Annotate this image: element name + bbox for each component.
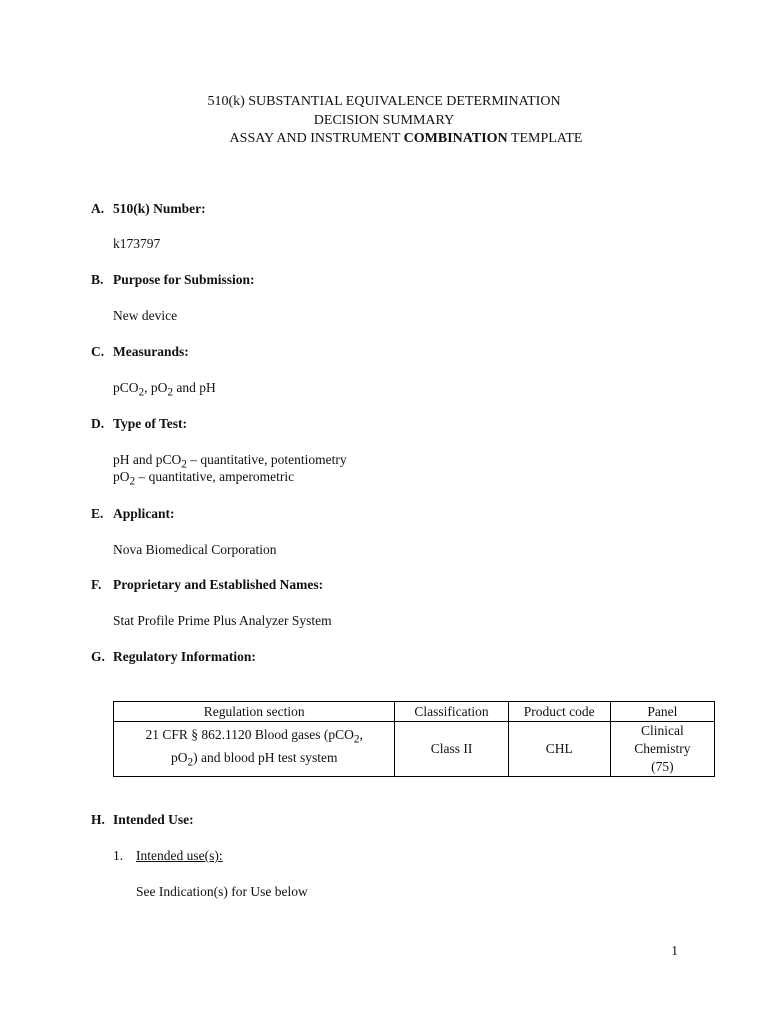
type-part: – quantitative, amperometric: [135, 469, 295, 484]
type-part: pH and pCO: [113, 452, 182, 467]
measurands-text: [113, 380, 216, 399]
title-line-3-pre: ASSAY AND INSTRUMENT: [229, 131, 404, 146]
section-f-heading: [91, 577, 323, 593]
type-part: – quantitative, potentiometry: [186, 452, 347, 467]
cell-text: 21 CFR § 862.1120 Blood gases (pCO: [145, 727, 354, 743]
table-header-cell: Regulation section: [114, 702, 395, 722]
panel-cell: [610, 722, 714, 777]
section-e-heading: [91, 506, 175, 522]
intended-use-text: See Indication(s) for Use below: [136, 884, 308, 899]
subscript: 2: [187, 756, 194, 769]
measurands-part: and pH: [173, 380, 216, 395]
type-of-test-line-1: [113, 452, 347, 471]
intended-use-number: 1.: [113, 848, 124, 863]
section-d-title: Type of Test:: [113, 416, 188, 431]
title-line-2: DECISION SUMMARY: [313, 112, 455, 128]
table-header-row: [114, 702, 715, 722]
section-c-heading: [91, 344, 189, 360]
title-line-1: 510(k) SUBSTANTIAL EQUIVALENCE DETERMINATION: [207, 94, 561, 109]
section-b-text: New device: [113, 308, 178, 323]
section-a-text: k173797: [113, 236, 161, 251]
table-row: [114, 722, 715, 777]
section-b-heading: [91, 272, 255, 288]
section-f-letter: F.: [91, 577, 102, 592]
subscript: 2: [167, 386, 174, 399]
cell-text: ) and blood pH test system: [193, 750, 338, 765]
table-header-cell: Product code: [508, 702, 610, 722]
subscript: 2: [138, 386, 145, 399]
cell-text: (75): [651, 759, 674, 774]
cell-text: Clinical: [641, 723, 684, 738]
cell-text: ,: [359, 727, 363, 743]
title-line-3: [0, 130, 768, 149]
section-d-letter: D.: [91, 416, 105, 431]
section-h-letter: H.: [91, 812, 105, 827]
section-b-title: Purpose for Submission:: [113, 272, 255, 287]
subscript: 2: [129, 475, 136, 488]
cell-text: pO: [170, 750, 188, 765]
section-g-letter: G.: [91, 649, 105, 664]
page-number: 1: [671, 943, 678, 958]
section-a-letter: A.: [91, 201, 105, 216]
section-c-letter: C.: [91, 344, 105, 359]
table-header-cell: Classification: [395, 702, 508, 722]
section-e-text: Nova Biomedical Corporation: [113, 542, 277, 557]
measurands-part: pCO: [113, 380, 139, 395]
section-e-letter: E.: [91, 506, 104, 521]
section-f-text: Stat Profile Prime Plus Analyzer System: [113, 613, 332, 628]
section-g-heading: [91, 649, 256, 665]
section-h-title: Intended Use:: [113, 812, 194, 827]
section-h-heading: [91, 812, 194, 828]
section-d-heading: [91, 416, 187, 432]
regulation-section-cell: [114, 722, 395, 777]
document-title: [0, 93, 768, 149]
type-of-test-line-2: [113, 469, 294, 488]
section-a-heading: [91, 201, 206, 217]
classification-cell: Class II: [395, 722, 508, 777]
table-header-cell: Panel: [610, 702, 714, 722]
section-g-title: Regulatory Information:: [113, 649, 256, 664]
section-e-title: Applicant:: [113, 506, 175, 521]
subscript: 2: [181, 458, 187, 471]
product-code-cell: CHL: [508, 722, 610, 777]
section-f-title: Proprietary and Established Names:: [113, 577, 324, 592]
subscript: 2: [353, 734, 360, 746]
measurands-part: , pO: [144, 380, 168, 395]
regulatory-table: [113, 701, 715, 777]
type-part: pO: [113, 469, 130, 484]
cell-text: Chemistry: [634, 741, 691, 756]
title-line-3-emphasis: COMBINATION: [403, 131, 508, 146]
intended-use-label: Intended use(s):: [136, 848, 223, 863]
section-a-title: 510(k) Number:: [113, 201, 206, 216]
title-line-3-post: TEMPLATE: [507, 131, 583, 146]
section-c-title: Measurands:: [113, 344, 189, 359]
section-b-letter: B.: [91, 272, 104, 287]
